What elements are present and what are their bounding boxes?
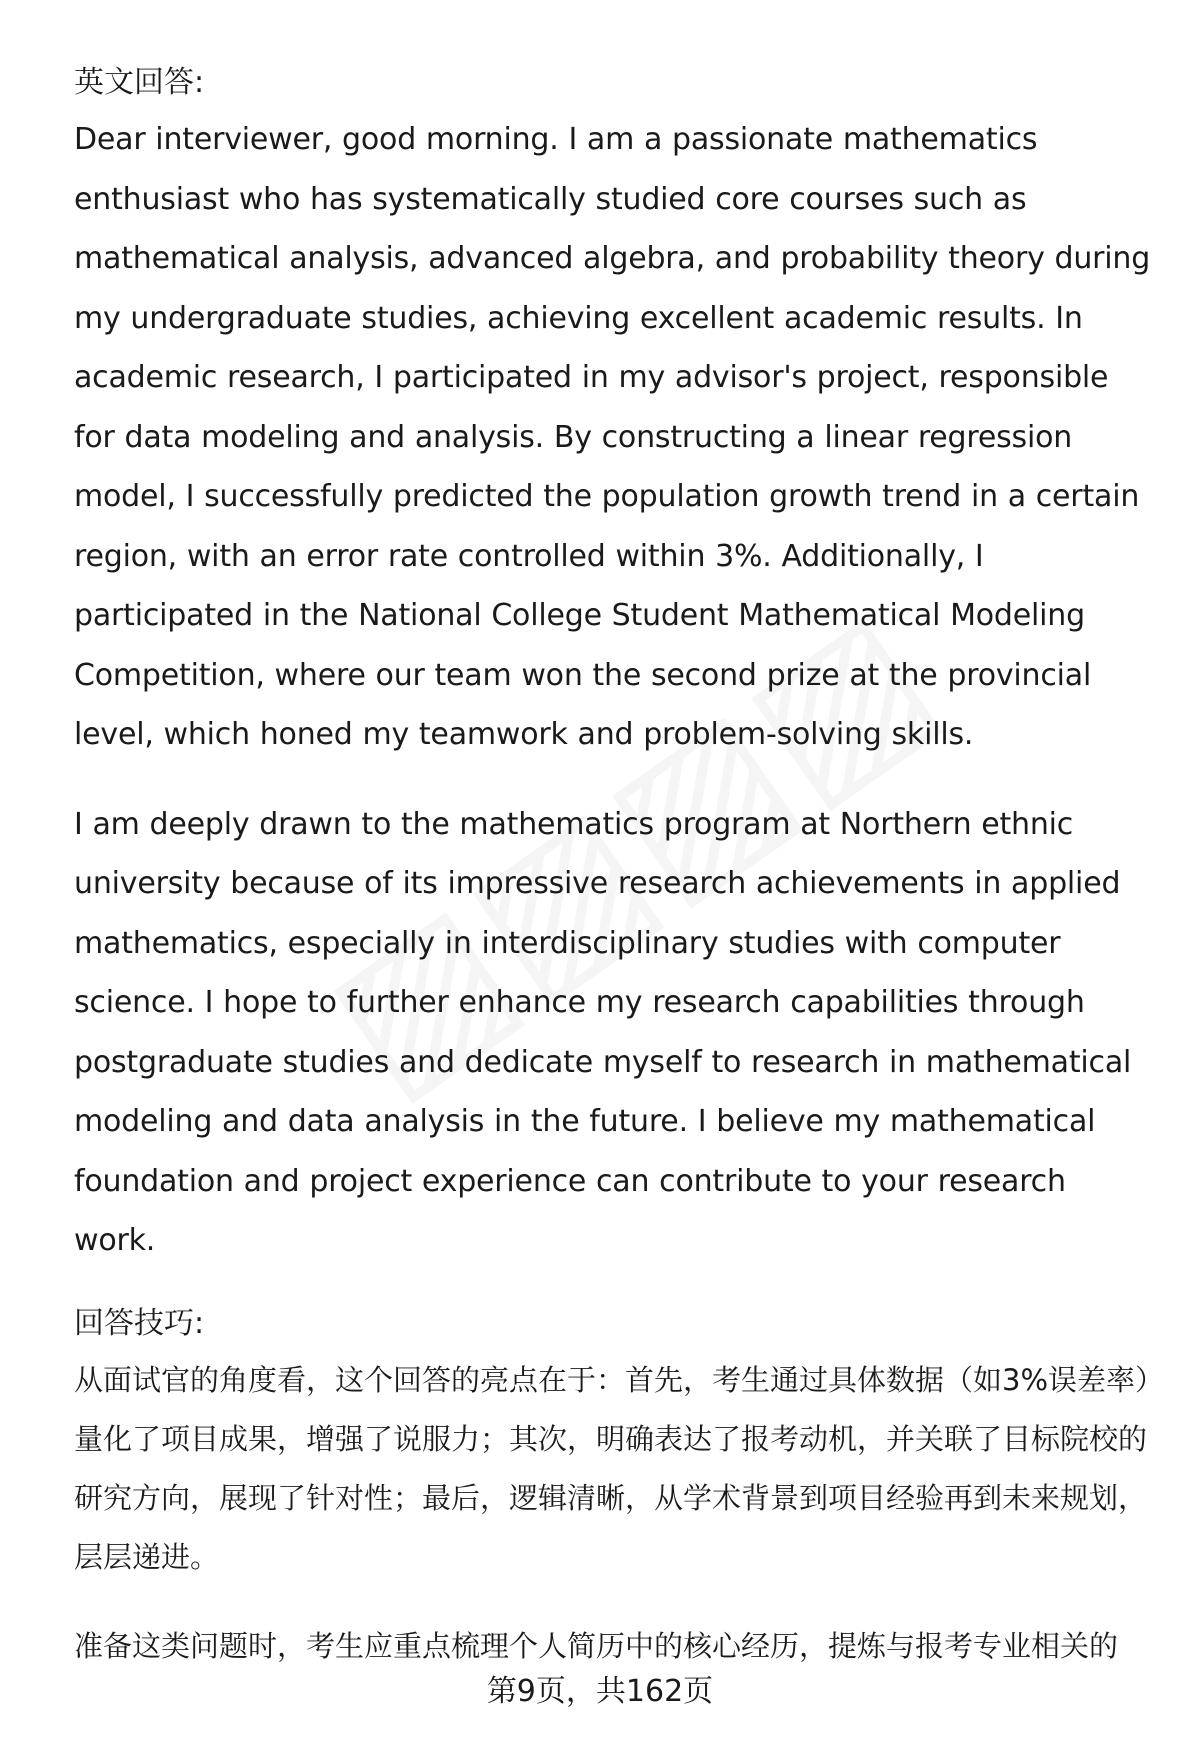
english-paragraph-2: I am deeply drawn to the mathematics program at Northern ethnic university because of its impressive research achievements in applied mathematics, especially in interdisciplinary studies with computer science. I hope to further enhance my research capabilities through postgraduate studies and dedicate myself to research in mathematical modeling and data analysis in the future. I believe my mathematical foundation and project experience can contribute to your research work. — [74, 806, 1132, 1258]
english-answer-heading: 英文回答: — [74, 65, 205, 100]
page-number: 第9页，共162页 — [486, 1674, 714, 1709]
document-body — [74, 62, 1154, 1676]
english-paragraph-1: Dear interviewer, good morning. I am a passionate mathematics enthusiast who has systematically studied core courses such as mathematical analysis, advanced algebra, and probability theory during my undergraduate studies, achieving excellent academic results. In academic research, I participated in my advisor's project, responsible for data modeling and analysis. By constructing a linear regression model, I successfully predicted the population growth trend in a certain region, with an error rate controlled within 3%. Additionally, I participated in the National College Student Mathematical Modeling Competition, where our team won the second prize at the provincial level, which honed my teamwork and problem-solving skills. — [74, 122, 1151, 752]
tips-heading: 回答技巧: — [74, 1305, 205, 1341]
tips-paragraph-2: 准备这类问题时，考生应重点梳理个人简历中的核心经历，提炼与报考专业相关的 — [74, 1628, 1119, 1663]
tips-paragraph-1: 从面试官的角度看，这个回答的亮点在于：首先，考生通过具体数据（如3%误差率）量化了项目成果，增强了说服力；其次，明确表达了报考动机，并关联了目标院校的研究方向，展现了针对性；最后，逻辑清晰，从学术背景到项目经验再到未来规划，层层递进。 — [74, 1362, 1150, 1574]
